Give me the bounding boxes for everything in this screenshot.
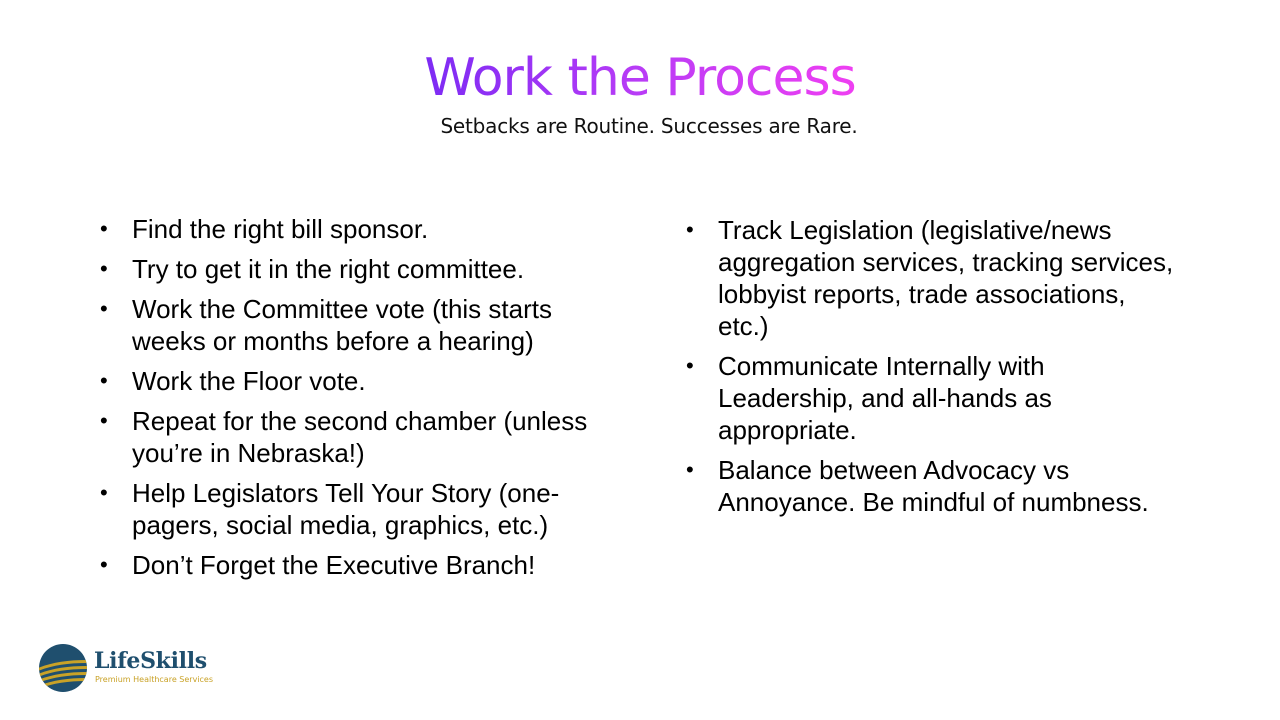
logo-tagline: Premium Healthcare Services	[95, 675, 214, 684]
bullet-item: • Help Legislators Tell Your Story (one-pagers, social media, graphics, etc.)	[98, 477, 598, 541]
logo-name: LifeSkills	[94, 648, 207, 674]
bullet-item: • Work the Committee vote (this starts weeks or months before a hearing)	[98, 293, 598, 357]
slide-subtitle: Setbacks are Routine. Successes are Rare.	[440, 114, 858, 138]
slide-title	[0, 46, 1280, 110]
lifeskills-logo-icon	[38, 643, 88, 693]
bullet-item: • Find the right bill sponsor.	[98, 213, 598, 245]
slide-title-text: Work the Process	[424, 48, 856, 108]
bullet-item: • Don’t Forget the Executive Branch!	[98, 549, 598, 581]
right-bullet-list	[684, 214, 1174, 526]
left-bullet-list	[98, 213, 598, 589]
bullet-item: • Balance between Advocacy vs Annoyance. Be mindful of numbness.	[684, 454, 1174, 518]
bullet-item: • Communicate Internally with Leadership, and all-hands as appropriate.	[684, 350, 1174, 446]
company-logo	[38, 640, 238, 696]
bullet-item: • Work the Floor vote.	[98, 365, 598, 397]
bullet-item: • Track Legislation (legislative/news aggregation services, tracking services, lobbyist reports, trade associations, etc.)	[684, 214, 1174, 342]
bullet-item: • Repeat for the second chamber (unless you’re in Nebraska!)	[98, 405, 598, 469]
bullet-item: • Try to get it in the right committee.	[98, 253, 598, 285]
